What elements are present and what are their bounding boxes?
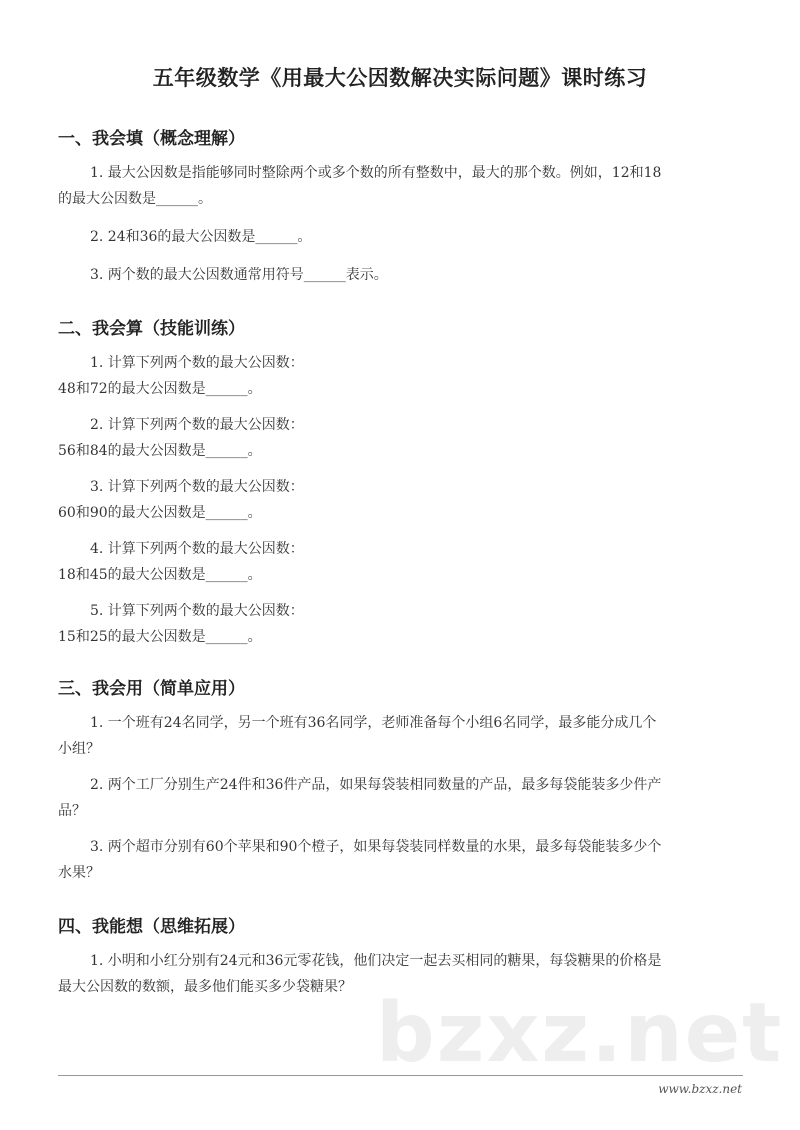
question-text: 5. 计算下列两个数的最大公因数：: [90, 603, 304, 619]
question-3-2: [58, 772, 748, 824]
question-text-cont: 56和84的最大公因数是______。: [58, 443, 262, 459]
question-text-cont: 最大公因数的数额，最多他们能买多少袋糖果？: [58, 979, 352, 995]
footer-url: www.bzxz.net: [658, 1082, 742, 1096]
question-text: 1. 最大公因数是指能够同时整除两个或多个数的所有整数中，最大的那个数。例如，12和18: [90, 165, 662, 181]
question-text: 2. 24和36的最大公因数是______。: [90, 229, 312, 245]
question-text-cont: 水果？: [58, 865, 100, 881]
question-text-cont: 15和25的最大公因数是______。: [58, 629, 262, 645]
section-heading-1: 一、我会填（概念理解）: [58, 129, 245, 149]
document-title: 五年级数学《用最大公因数解决实际问题》课时练习: [152, 65, 648, 90]
question-text: 1. 小明和小红分别有24元和36元零花钱，他们决定一起去买相同的糖果，每袋糖果的价格是: [90, 953, 662, 969]
section-heading-4: 四、我能想（思维拓展）: [58, 917, 245, 937]
question-text-cont: 品？: [58, 803, 86, 819]
question-text: 2. 计算下列两个数的最大公因数：: [90, 417, 304, 433]
footer-divider: [58, 1075, 743, 1076]
question-1-1: [58, 160, 748, 212]
question-text: 2. 两个工厂分别生产24件和36件产品，如果每袋装相同数量的产品，最多每袋能装多少件产: [90, 777, 662, 793]
question-2-1: [58, 350, 748, 402]
question-text: 3. 两个数的最大公因数通常用符号______表示。: [90, 267, 388, 283]
section-heading-3: 三、我会用（简单应用）: [58, 679, 245, 699]
question-2-5: [58, 598, 748, 650]
question-text-cont: 的最大公因数是______。: [58, 191, 212, 207]
question-2-3: [58, 474, 748, 526]
question-text-cont: 48和72的最大公因数是______。: [58, 381, 262, 397]
question-text: 3. 计算下列两个数的最大公因数：: [90, 479, 304, 495]
question-text: 1. 一个班有24名同学，另一个班有36名同学，老师准备每个小组6名同学，最多能分成几个: [90, 715, 657, 731]
watermark: bzxz.net: [376, 986, 784, 1081]
question-text: 3. 两个超市分别有60个苹果和90个橙子，如果每袋装同样数量的水果，最多每袋能装多少个: [90, 839, 662, 855]
question-2-4: [58, 536, 748, 588]
question-1-2: [58, 224, 748, 250]
question-text-cont: 60和90的最大公因数是______。: [58, 505, 262, 521]
question-1-3: [58, 262, 748, 288]
question-2-2: [58, 412, 748, 464]
section-heading-2: 二、我会算（技能训练）: [58, 319, 245, 339]
question-text-cont: 小组？: [58, 741, 100, 757]
question-text: 4. 计算下列两个数的最大公因数：: [90, 541, 304, 557]
question-text: 1. 计算下列两个数的最大公因数：: [90, 355, 304, 371]
question-text-cont: 18和45的最大公因数是______。: [58, 567, 262, 583]
question-3-3: [58, 834, 748, 886]
question-3-1: [58, 710, 748, 762]
